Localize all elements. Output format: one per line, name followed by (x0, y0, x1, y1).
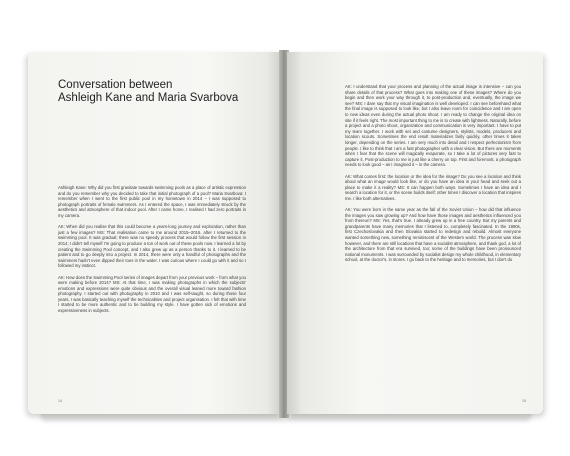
paragraph: AK: You were born in the same year as the fall of the Soviet Union – how did that influence the images you saw growing up? And how have those images and aesthetics influenced you from thereon? MS: Yes, that's true. I already grew up in a free country. But my parents and grandparents have many memories that I listened to, completely fascinated. In the 1990s, first Czechoslovakia and then Slovakia started to redesign and rebuild. Almost everyone wanted something new, something reminiscent of the Western world. The process was slow however, and there are still locations that have a socialist atmosphere, and thank god, a lot of the architecture from that era survived, too; some of the buildings have been pronounced national monuments. I was surrounded by socialist design my whole childhood, in elementary school, at the doctor's, in stores. I go back to the heritage and to memories, but I don't do (345, 207, 521, 263)
page-number-left: 14 (58, 399, 62, 403)
page-number-right: 15 (522, 399, 526, 403)
right-body-text (345, 84, 521, 269)
paragraph: AK: I understand that your process and planning of the actual image is intensive – can you share details of that process? What goes into making one of these images? Where do you begin and then work your way through it, to post-production and, eventually, the image we see? MS: I dare say that my visual imagination is well developed. I can see beforehand what the final image is supposed to look like, but I also leave room for coincidence and I am open to new ideas even during the actual photo shoot. I am ready to change the original idea on site if it feels right. The most important thing to me is to create with lightness. Naturally, before a project and a photo shoot, organization and communication is very important. I have to put my team together. I work with set and costume designers, stylists, models, producers and location scouts. Sometimes the end result materializes fairly quickly, other times it takes longer, depending on the series. I am very much into detail and I respect perfectionism from people. I like to think that I am a fast photographer with a clear vision. But there are moments when I fear that the scene will magically evaporate, so I take a lot of pictures very fast to capture it. Post-production to me is just like a cherry on top. First and foremost, a photograph needs to look good – as I imagined it – in the camera. (345, 84, 521, 168)
right-page (287, 52, 543, 414)
paragraph: Ashleigh Kane: Why did you first gravitate towards swimming pools as a place of artistic expression and do you remember why you decided to take that initial photograph of a pool? Maria Svarbova: I remember when I went to the first public pool in my hometown in 2014 – I was supposed to photograph portraits of female swimmers. As I entered the space, I was immediately struck by the aesthetics and atmosphere of that indoor pool. After I came home, I realised I had zero portraits in my camera. (58, 185, 246, 218)
title-line-2: Ashleigh Kane and Maria Svarbova (58, 91, 239, 104)
paragraph: AK: What comes first: the location or the idea for the image? Do you see a location and think about what an image would look like, or do you have an idea in your head and seek out a place to make it a reality? MS: It can happen both ways. Sometimes I have an idea and I search a location for it, or the scene builds itself; other times I discover a location that inspires me. I like both alternatives. (345, 173, 521, 201)
left-body-text (58, 185, 246, 319)
paragraph: AK: When did you realise that this could become a years-long journey and exploration, rather than just a few images? MS: That realisation came to me around 2015–2016, after I returned to the swimming pool. It was gradual; there was no speedy process that would follow the first session in 2014; I didn't tell myself I'm going to produce a ton of work out of these pools now. I learned a lot by creating the Swimming Pool concept, and I also grew up as a person thanks to it. I learned to be patient and to go deeply into a project. In 2014, there were only a handful of photographs and the swimmers hadn't even dipped their toes in the water. I was curious where I could go with it and so I followed my instinct. (58, 224, 246, 269)
page-title (58, 79, 258, 104)
paragraph: AK: How does the Swimming Pool series of images depart from your previous work – from what you were making before 2014? MS: At that time, I was making photographs in which the subjects' emotions and expressions were quite obvious and the overall visual leaned more toward fashion photography. I started out with photography in 2010 and I was self-taught, so during those four years, I was basically teaching myself the technicalities and project organisation. I felt that with time I started to be more authentic and to be building my style. I have gotten sick of emotions and expressiveness in subjects. (58, 274, 246, 314)
left-page (28, 52, 282, 414)
title-line-1: Conversation between (58, 79, 173, 91)
